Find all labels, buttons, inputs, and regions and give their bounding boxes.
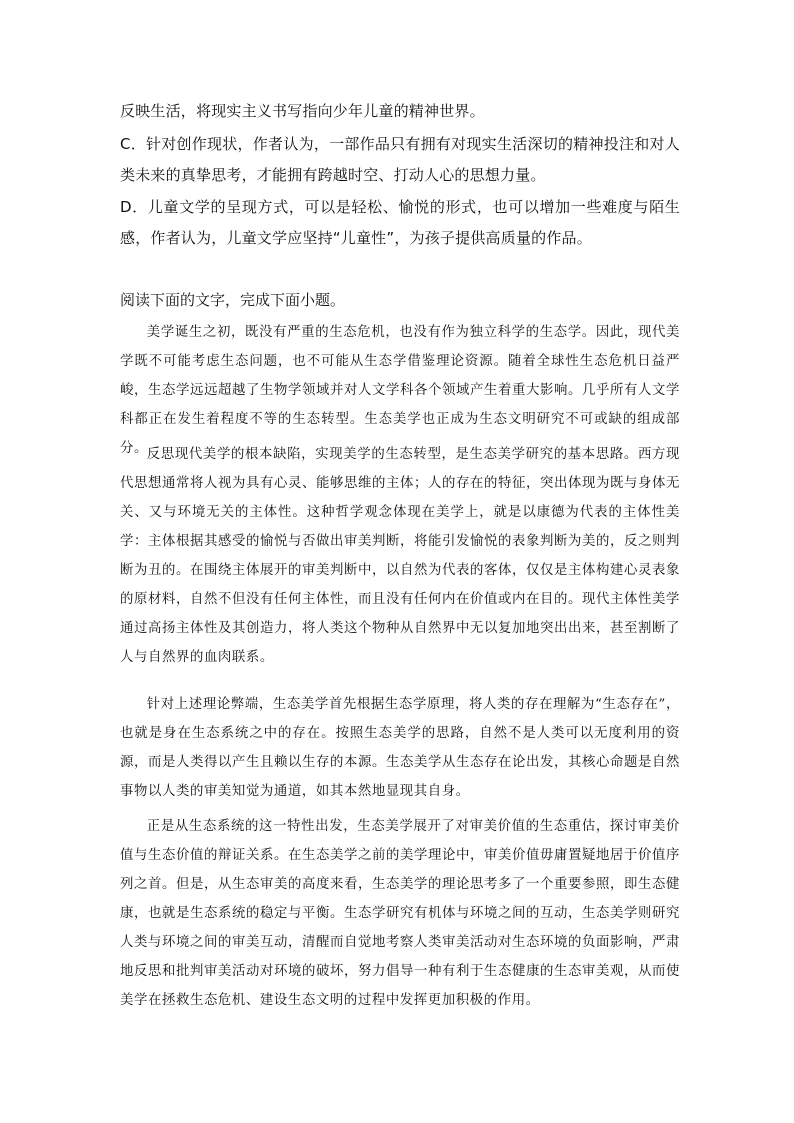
passage-paragraph-1: 美学诞生之初，既没有严重的生态危机，也没有作为独立科学的生态学。因此，现代美学既不可能考虑生态问题，也不可能从生态学借鉴理论资源。随着全球性生态危机日益严峻，生态学远远超越了生物学领域并对人文学科各个领域产生着重大影响。几乎所有人文学科都正在发生着程度不等的生态转型。生态美学也正成为生态文明研究不可或缺的组成部分。 bbox=[120, 325, 680, 456]
reading-instruction: 阅读下面的文字，完成下面小题。 bbox=[120, 291, 346, 309]
option-c: C．针对创作现状，作者认为，一部作品只有拥有对现实生活深切的精神投注和对人类未来的真挚思考，才能拥有跨越时空、打动人心的思想力量。 bbox=[120, 135, 680, 184]
passage-paragraph-3: 针对上述理论弊端，生态美学首先根据生态学原理，将人类的存在理解为“生态存在”，也就是身在生态系统之中的存在。按照生态美学的思路，自然不是人类可以无度利用的资源，而是人类得以产生且赖以生存的本源。生态美学从生态存在论出发，其核心命题是自然事物以人类的审美知觉为通道，如其本然地显现其自身。 bbox=[120, 697, 680, 799]
option-d: D．儿童文学的呈现方式，可以是轻松、愉悦的形式，也可以增加一些难度与陌生感，作者认为，儿童文学应坚持“儿童性”，为孩子提供高质量的作品。 bbox=[120, 198, 680, 247]
option-b-continuation: 反映生活，将现实主义书写指向少年儿童的精神世界。 bbox=[120, 102, 485, 120]
passage-paragraph-4: 正是从生态系统的这一特性出发，生态美学展开了对审美价值的生态重估，探讨审美价值与生态价值的辩证关系。在生态美学之前的美学理论中，审美价值毋庸置疑地居于价值序列之首。但是，从生态审美的高度来看，生态美学的理论思考多了一个重要参照，即生态健康，也就是生态系统的稳定与平衡。生态学研究有机体与环境之间的互动，生态美学则研究人类与环境之间的审美互动，清醒而自觉地考察人类审美活动对生态环境的负面影响，严肃地反思和批判审美活动对环境的破坏，努力倡导一种有利于生态健康的生态审美观，从而使美学在拯救生态危机、建设生态文明的过程中发挥更加积极的作用。 bbox=[120, 819, 680, 1008]
passage-paragraph-2: 反思现代美学的根本缺陷，实现美学的生态转型，是生态美学研究的基本思路。西方现代思想通常将人视为具有心灵、能够思维的主体；人的存在的特征，突出体现为既与身体无关、又与环境无关的主体性。这种哲学观念体现在美学上，就是以康德为代表的主体性美学：主体根据其感受的愉悦与否做出审美判断，将能引发愉悦的表象判断为美的，反之则判断为丑的。在围绕主体展开的审美判断中，以自然为代表的客体，仅仅是主体构建心灵表象的原材料，自然不但没有任何主体性，而且没有任何内在价值或内在目的。现代主体性美学通过高扬主体性及其创造力，将人类这个物种从自然界中无以复加地突出出来，甚至割断了人与自然界的血肉联系。 bbox=[120, 447, 680, 665]
